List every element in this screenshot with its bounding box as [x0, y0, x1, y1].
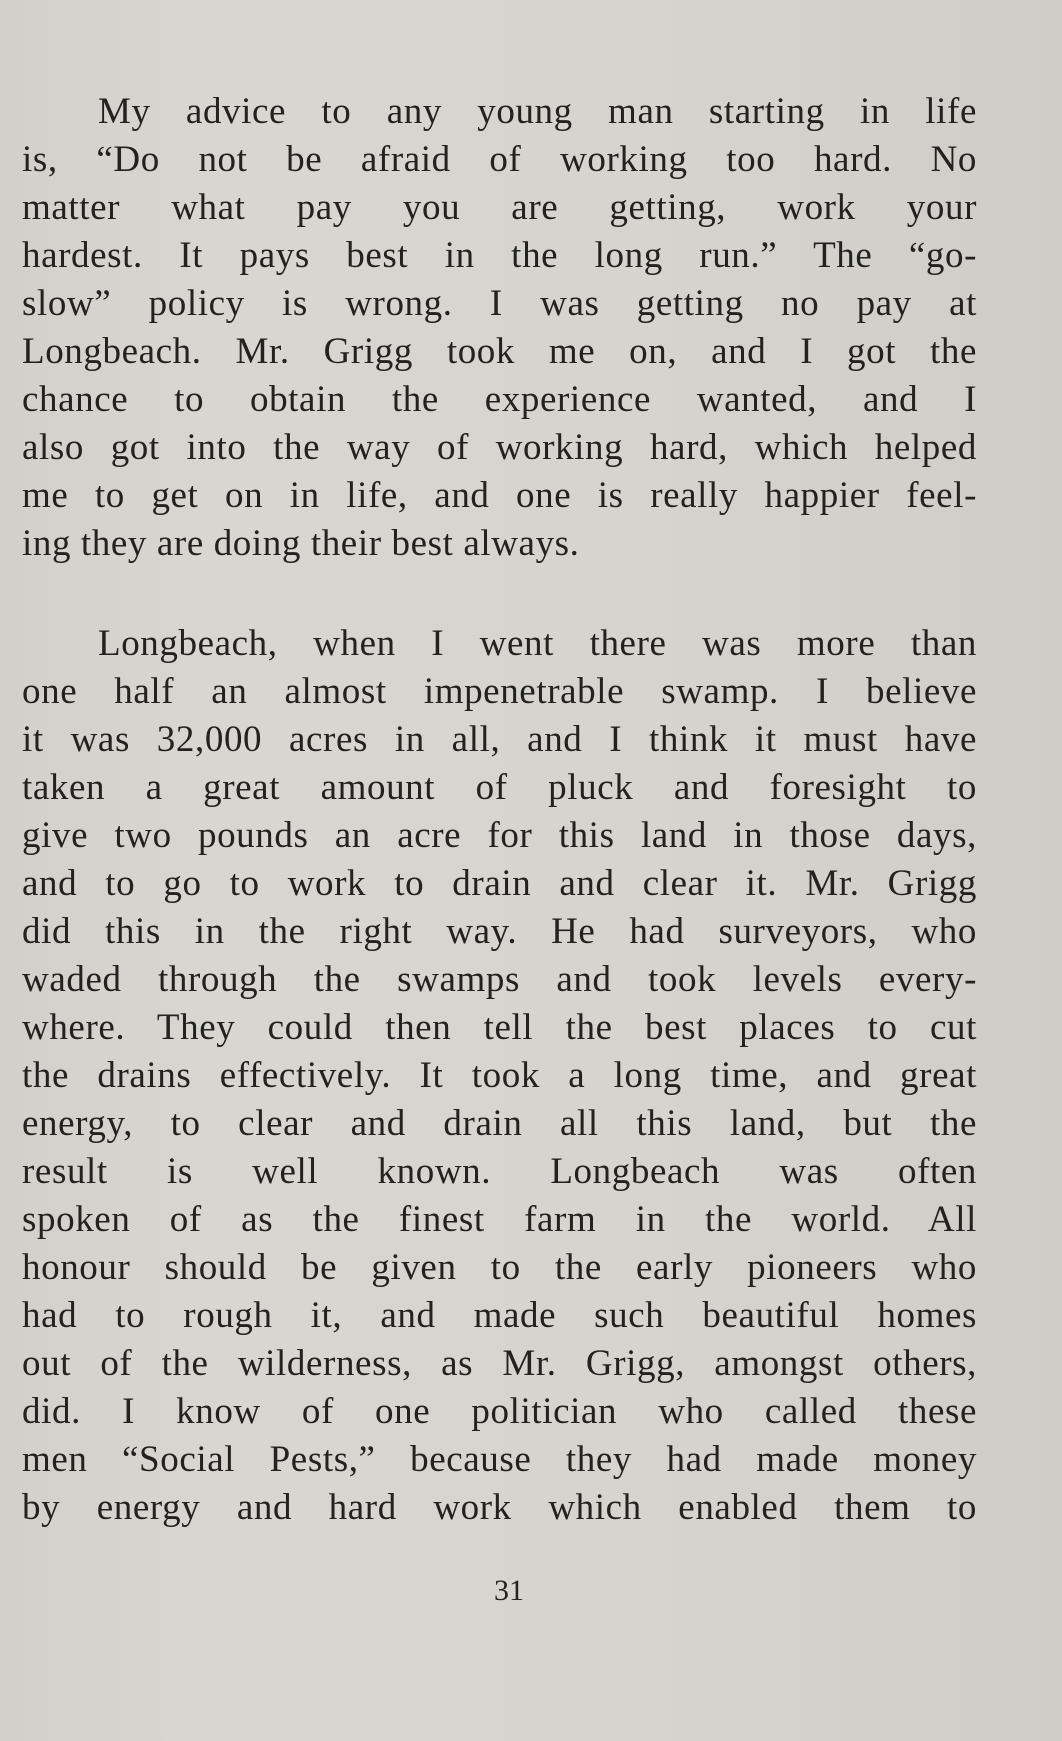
text-line: did this in the right way. He had surveyors, who — [22, 911, 977, 952]
text-line: matter what pay you are getting, work your — [22, 187, 977, 228]
text-line: by energy and hard work which enabled them to — [22, 1487, 977, 1528]
text-line: chance to obtain the experience wanted, and I — [22, 379, 977, 420]
text-line: energy, to clear and drain all this land, but the — [22, 1103, 977, 1144]
text-line: My advice to any young man starting in life — [98, 91, 977, 132]
text-line: Longbeach. Mr. Grigg took me on, and I got the — [22, 331, 977, 372]
text-line: it was 32,000 acres in all, and I think it must have — [22, 719, 977, 760]
text-line: where. They could then tell the best places to cut — [22, 1007, 977, 1048]
text-line: men “Social Pests,” because they had made money — [22, 1439, 977, 1480]
text-line: one half an almost impenetrable swamp. I believe — [22, 671, 977, 712]
text-line: had to rough it, and made such beautiful homes — [22, 1295, 977, 1336]
text-line: honour should be given to the early pioneers who — [22, 1247, 977, 1288]
paragraph-longbeach — [22, 620, 977, 1532]
text-line: result is well known. Longbeach was often — [22, 1151, 977, 1192]
text-line: Longbeach, when I went there was more than — [98, 623, 977, 664]
text-line: also got into the way of working hard, which helped — [22, 427, 977, 468]
text-line: hardest. It pays best in the long run.” The “go- — [22, 235, 977, 276]
text-line: waded through the swamps and took levels every- — [22, 959, 977, 1000]
text-line: ing they are doing their best always. — [22, 523, 580, 564]
text-line: spoken of as the finest farm in the world. All — [22, 1199, 977, 1240]
text-line: the drains effectively. It took a long time, and great — [22, 1055, 977, 1096]
text-line: slow” policy is wrong. I was getting no pay at — [22, 283, 977, 324]
text-line: me to get on in life, and one is really happier feel- — [22, 475, 977, 516]
page-number: 31 — [494, 1574, 524, 1607]
text-line: give two pounds an acre for this land in those days, — [22, 815, 977, 856]
text-line: taken a great amount of pluck and foresight to — [22, 767, 977, 808]
paragraph-advice — [22, 88, 977, 568]
text-line: and to go to work to drain and clear it. Mr. Grigg — [22, 863, 977, 904]
text-line: out of the wilderness, as Mr. Grigg, amongst others, — [22, 1343, 977, 1384]
text-line: did. I know of one politician who called these — [22, 1391, 977, 1432]
text-line: is, “Do not be afraid of working too hard. No — [22, 139, 977, 180]
